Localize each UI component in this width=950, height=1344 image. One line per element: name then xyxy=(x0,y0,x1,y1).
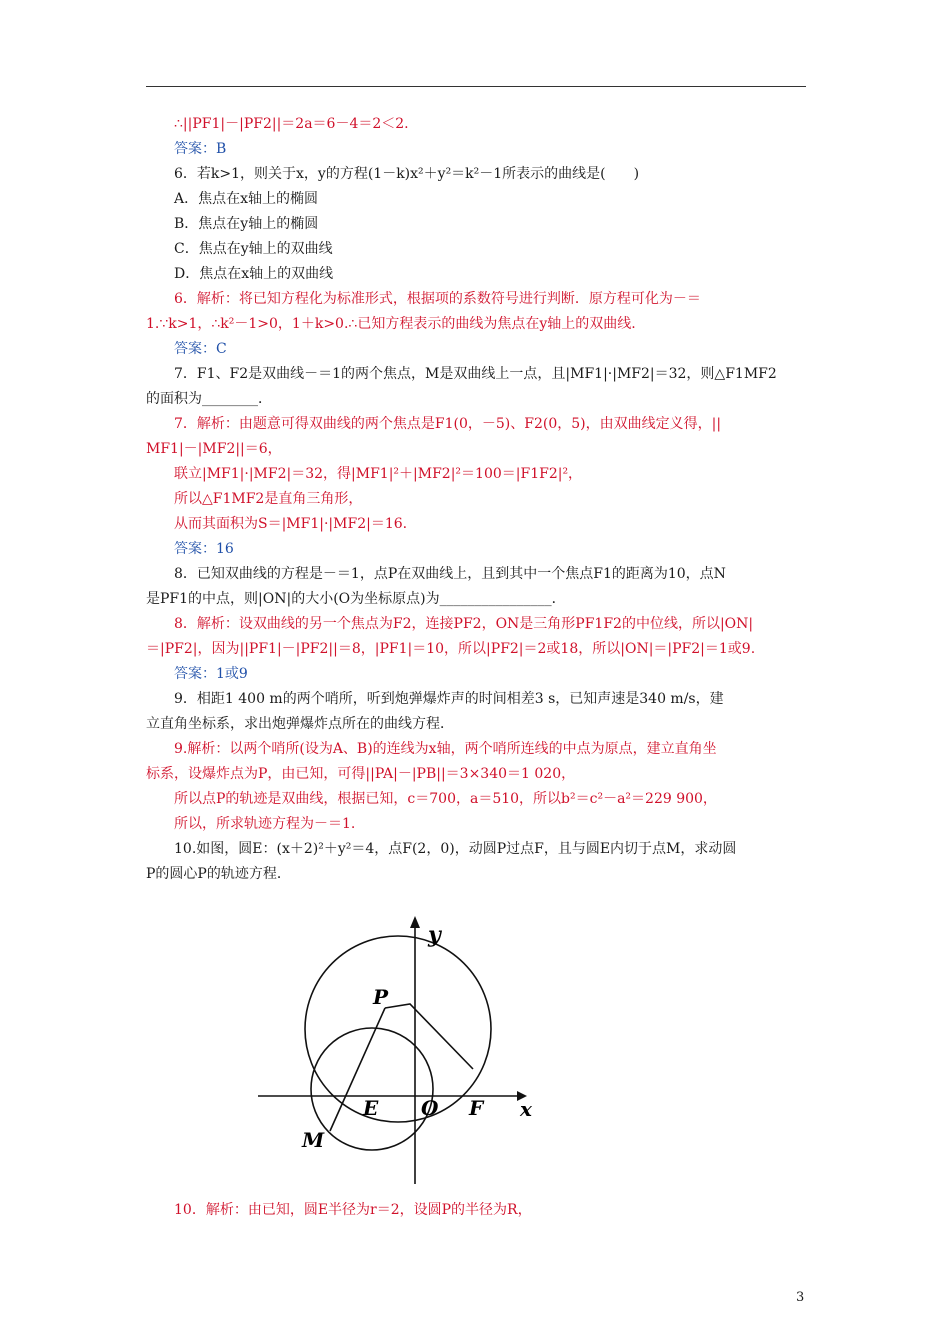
label-x: x xyxy=(520,1097,532,1121)
page-number: 3 xyxy=(796,1290,805,1305)
solution-6-cont: 1.∵k>1，∴k²－1>0，1＋k>0.∴已知方程表示的曲线为焦点在y轴上的双曲线. xyxy=(146,316,636,332)
solution-8-cont: ＝|PF2|，因为||PF1|－|PF2||＝8，|PF1|＝10，所以|PF2|＝2或18，所以|ON|＝|PF2|＝1或9. xyxy=(146,641,756,657)
question-8-cont: 是PF1的中点，则|ON|的大小(O为坐标原点)为________________． xyxy=(146,591,566,607)
question-9-cont: 立直角坐标系，求出炮弹爆炸点所在的曲线方程． xyxy=(146,716,454,732)
solution-7-cont: MF1|－|MF2||＝6， xyxy=(146,441,282,457)
page-content xyxy=(146,112,818,887)
label-y: y xyxy=(428,922,441,948)
question-7-cont: 的面积为________． xyxy=(146,391,272,407)
text-line: ∴||PF1|－|PF2||＝2a＝6－4＝2＜2. xyxy=(174,116,409,132)
label-e: E xyxy=(363,1096,379,1120)
answer-line: 答案：C xyxy=(174,341,227,357)
label-p: P xyxy=(373,985,389,1009)
solution-7-cont: 所以△F1MF2是直角三角形， xyxy=(174,491,363,507)
figure-svg xyxy=(255,906,545,1186)
answer-line: 答案：1或9 xyxy=(174,666,248,682)
solution-9: 9.解析：以两个哨所(设为A、B)的连线为x轴，两个哨所连线的中点为原点，建立直角坐 xyxy=(174,741,717,757)
question-7: 7．F1、F2是双曲线－＝1的两个焦点，M是双曲线上一点，且|MF1|·|MF2|＝32，则△F1MF2 xyxy=(174,366,777,382)
solution-9-cont: 所以点P的轨迹是双曲线，根据已知，c＝700，a＝510，所以b²＝c²－a²＝229 900， xyxy=(174,791,717,807)
after-figure xyxy=(146,1198,818,1223)
answer-line: 答案：16 xyxy=(174,541,234,557)
label-o: O xyxy=(421,1096,439,1120)
question-6: 6．若k>1，则关于x，y的方程(1－k)x²＋y²＝k²－1所表示的曲线是( ) xyxy=(174,166,640,182)
question-9: 9．相距1 400 m的两个哨所，听到炮弹爆炸声的时间相差3 s，已知声速是340 m/s，建 xyxy=(174,691,724,707)
question-10: 10.如图，圆E：(x＋2)²＋y²＝4，点F(2，0)，动圆P过点F，且与圆E内切于点M，求动圆 xyxy=(174,841,737,857)
solution-7-cont: 联立|MF1|·|MF2|＝32，得|MF1|²＋|MF2|²＝100＝|F1F2|²， xyxy=(174,466,583,482)
answer-line: 答案：B xyxy=(174,141,227,157)
solution-8: 8．解析：设双曲线的另一个焦点为F2，连接PF2，ON是三角形PF1F2的中位线，所以|ON| xyxy=(174,616,754,632)
option-b: B．焦点在y轴上的椭圆 xyxy=(174,216,319,232)
header-rule xyxy=(146,86,806,87)
option-a: A．焦点在x轴上的椭圆 xyxy=(174,191,319,207)
label-f: F xyxy=(469,1096,484,1120)
option-c: C．焦点在y轴上的双曲线 xyxy=(174,241,333,257)
solution-9-cont: 所以，所求轨迹方程为－＝1. xyxy=(174,816,356,832)
solution-9-cont: 标系，设爆炸点为P，由已知，可得||PA|－|PB||＝3×340＝1 020， xyxy=(146,766,576,782)
question-10-cont: P的圆心P的轨迹方程． xyxy=(146,866,291,882)
solution-7: 7．解析：由题意可得双曲线的两个焦点是F1(0，－5)、F2(0，5)，由双曲线定义得，|| xyxy=(174,416,722,432)
solution-7-cont: 从而其面积为S＝|MF1|·|MF2|＝16. xyxy=(174,516,408,532)
question-8: 8．已知双曲线的方程是－＝1，点P在双曲线上，且到其中一个焦点F1的距离为10，点N xyxy=(174,566,726,582)
option-d: D．焦点在x轴上的双曲线 xyxy=(174,266,334,282)
label-m: M xyxy=(302,1128,325,1152)
solution-10: 10．解析：由已知，圆E半径为r＝2，设圆P的半径为R， xyxy=(174,1202,532,1218)
circle-figure xyxy=(255,906,545,1186)
solution-6: 6．解析：将已知方程化为标准形式，根据项的系数符号进行判断．原方程可化为－＝ xyxy=(174,291,701,307)
